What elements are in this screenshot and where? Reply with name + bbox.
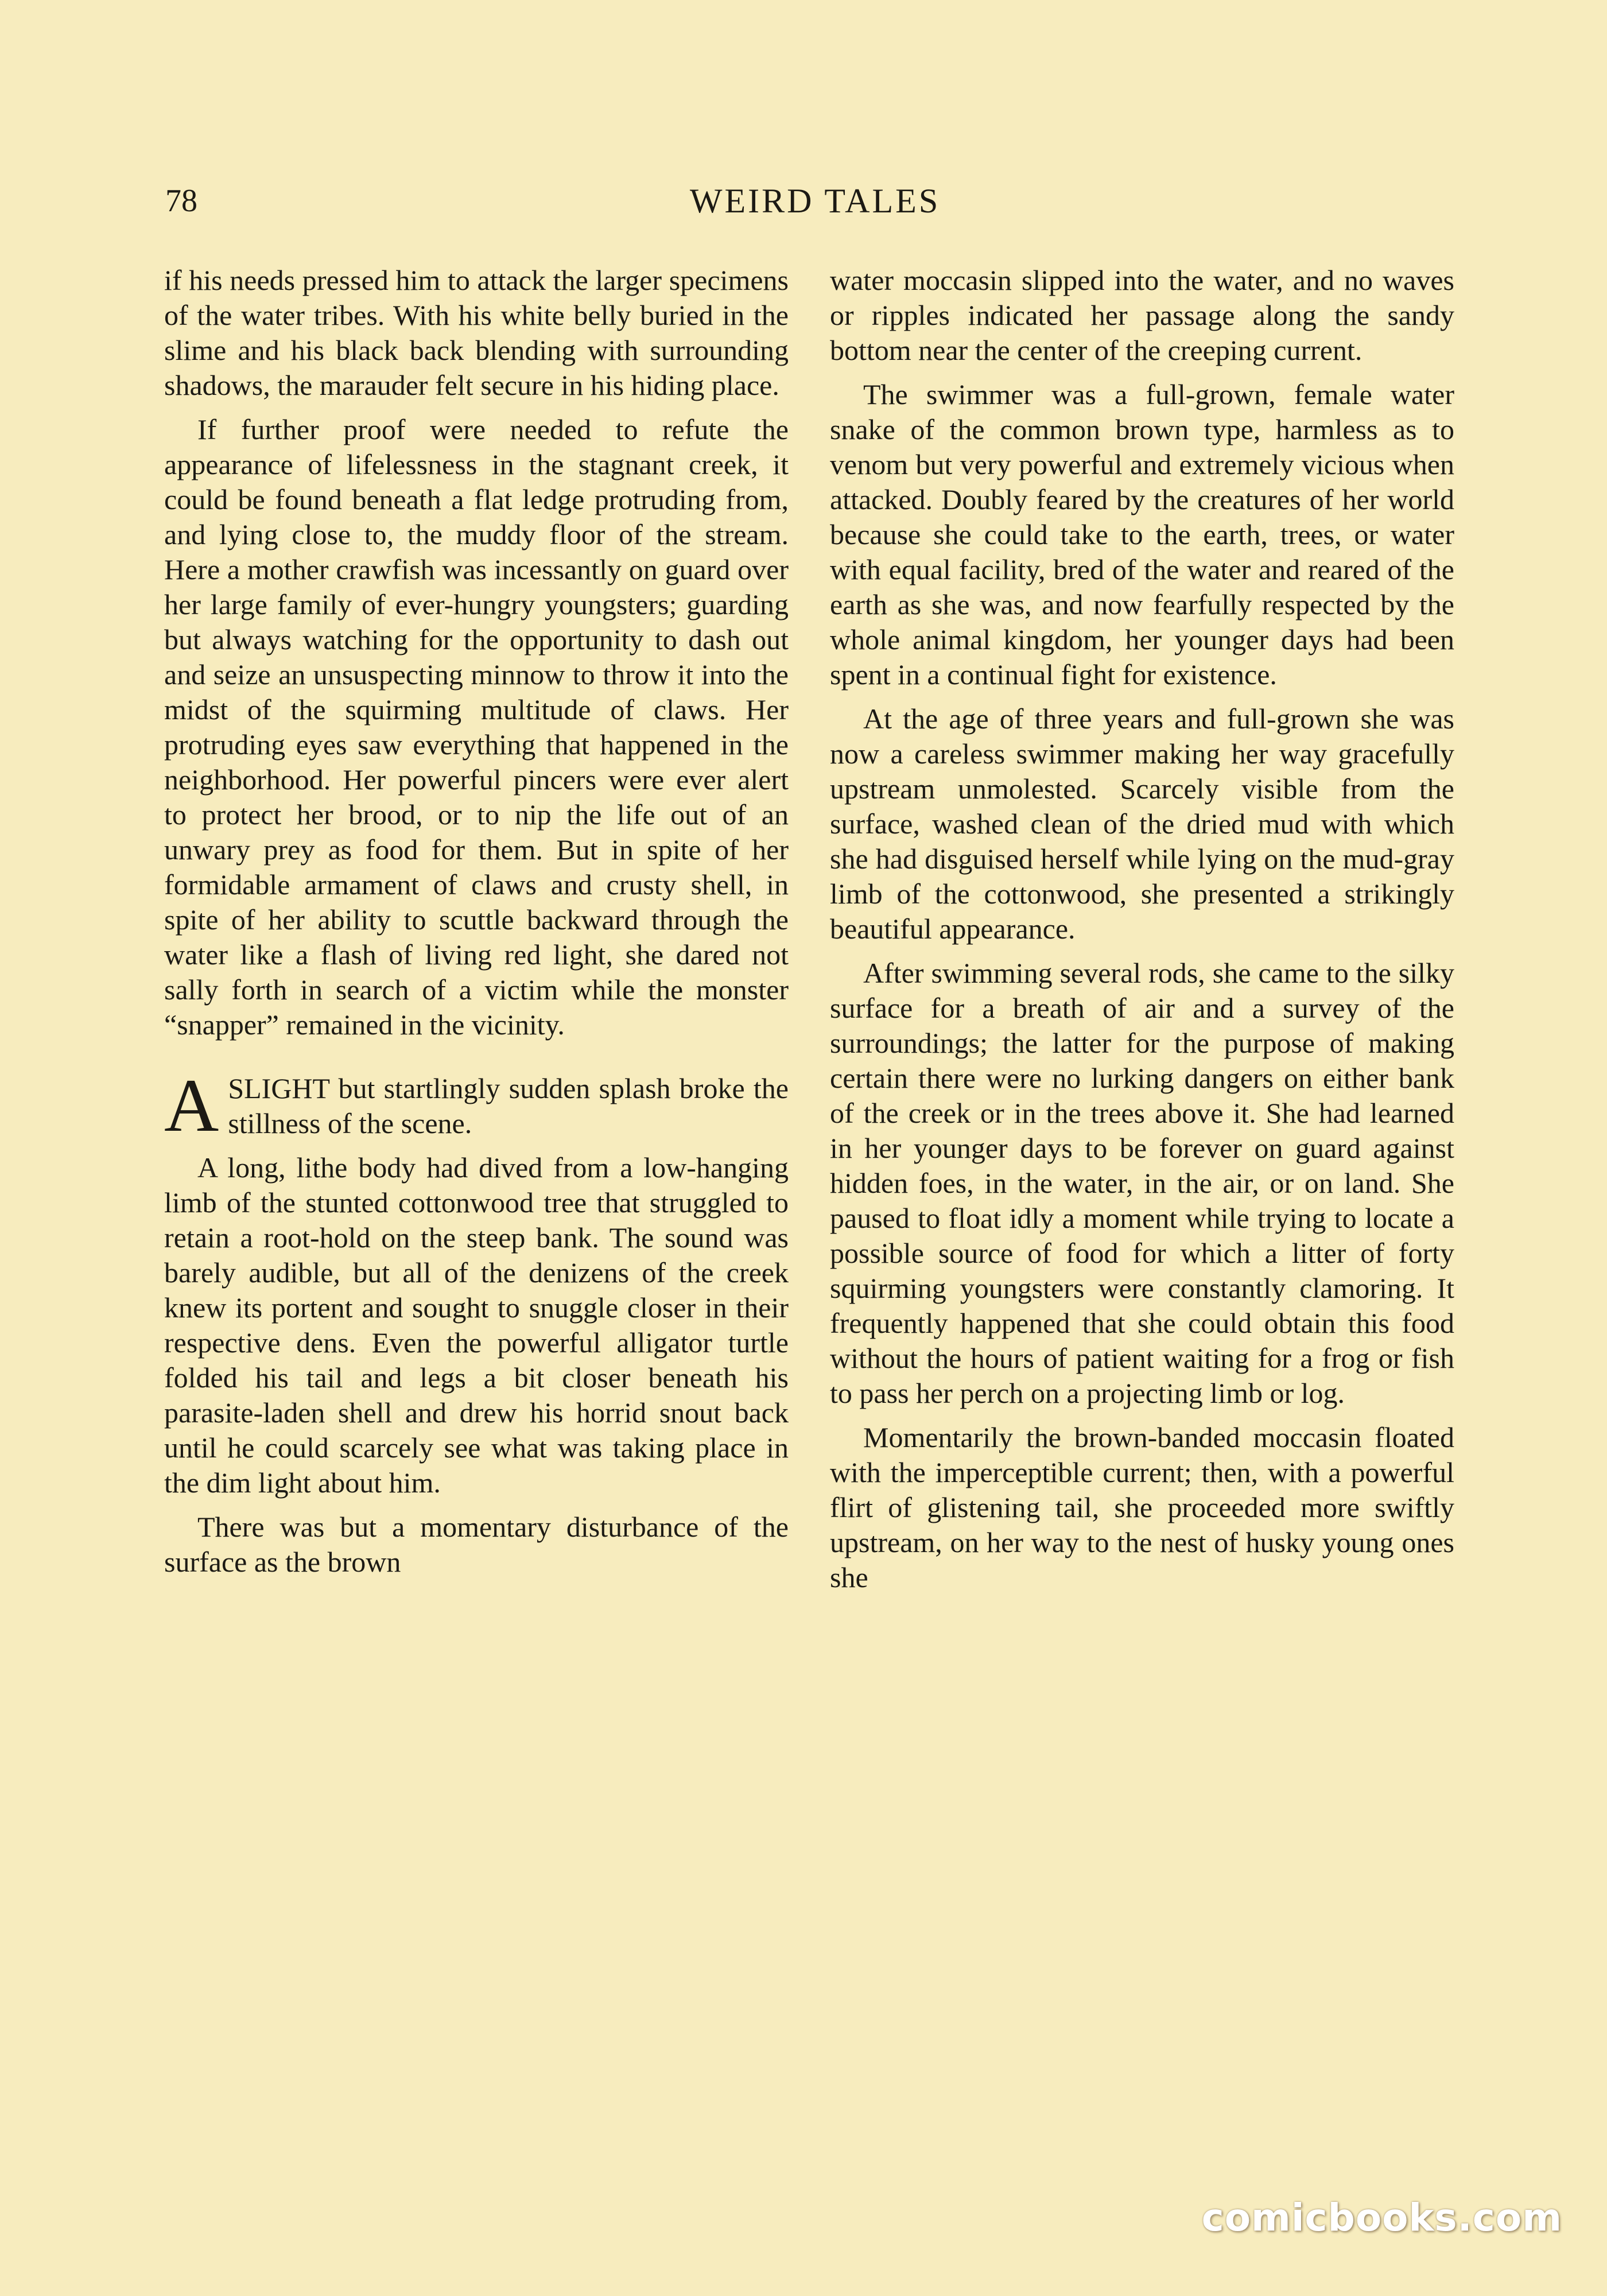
paragraph: Momentarily the brown-banded moccasin floated with the imperceptible current; then, with a powerful flirt of glistening tail, she proceeded more swiftly upstream, on her way to the nest of husky young ones she bbox=[830, 1421, 1454, 1593]
paragraph: The swimmer was a full-grown, female water snake of the common brown type, harmless as to venom but very powerful and extremely vicious when attacked. Doubly feared by the creatures of her world because she could take to the earth, trees, or water with equal facility, bred of the water and reared of the earth as she was, and now fearfully respected by the whole animal kingdom, her younger days had been spent in a continual fight for existence. bbox=[830, 378, 1454, 691]
paragraph: There was but a momentary disturbance of the surface as the brown bbox=[164, 1511, 789, 1578]
dropcap-paragraph bbox=[164, 1063, 789, 1147]
paragraph: At the age of three years and full-grown she was now a careless swimmer making her way gracefully upstream unmolested. Scarcely visible from the surface, washed clean of the dried mud with which she had disguised herself while lying on the mud-gray limb of the cottonwood, she presented a strikingly beautiful appearance. bbox=[830, 703, 1454, 945]
paragraph: If further proof were needed to refute the appearance of lifelessness in the stagnant creek, it could be found beneath a flat ledge protruding from, and lying close to, the muddy floor of the stream. Here a mother crawfish was incessantly on guard over her large family of ever-hungry youngsters; guarding but always watching for the opportunity to dash out and seize an unsuspecting minnow to throw it into the midst of the squirming multitude of claws. Her protruding eyes saw everything that happened in the neighborhood. Her powerful pincers were ever alert to protect her brood, or to nip the life out of an unwary prey as food for them. But in spite of her formidable armament of claws and crusty shell, in spite of her ability to scuttle backward through the water like a flash of living red light, she dared not sally forth in search of a victim while the monster “snapper” remained in the vicinity. bbox=[164, 413, 789, 1041]
left-column bbox=[164, 263, 789, 1589]
paragraph: if his needs pressed him to attack the larger specimens of the water tribes. With his white belly buried in the slime and his black back blending with surrounding shadows, the marauder felt secure in his hiding place. bbox=[164, 264, 789, 401]
paragraph: water moccasin slipped into the water, and no waves or ripples indicated her passage along the sandy bottom near the center of the creeping current. bbox=[830, 264, 1454, 366]
paragraph: A long, lithe body had dived from a low-hanging limb of the stunted cottonwood tree that struggled to retain a root-hold on the steep bank. The sound was barely audible, but all of the denizens of the creek knew its portent and sought to snuggle closer in their respective dens. Even the powerful alligator turtle folded his tail and legs a bit closer beneath his parasite-laden shell and drew his horrid snout back until he could scarcely see what was taking place in the dim light about him. bbox=[164, 1151, 789, 1499]
site-watermark: comicbooks.com bbox=[1201, 2196, 1562, 2240]
drop-cap: A bbox=[164, 1063, 219, 1147]
magazine-title: WEIRD TALES bbox=[689, 182, 941, 220]
dropcap-paragraph-text: SLIGHT but startlingly sudden splash broke the stillness of the scene. bbox=[228, 1072, 789, 1139]
paragraph: After swimming several rods, she came to the silky surface for a breath of air and a survey of the surroundings; the latter for the purpose of making certain there were no lurking dangers on either bank of the creek or in the trees above it. She had learned in her younger days to be forever on guard against hidden foes, in the water, in the air, or on land. She paused to float idly a moment while trying to locate a possible source of food for which a litter of forty squirming youngsters were constantly clamoring. It frequently happened that she could obtain this food without the hours of patient waiting for a frog or fish to pass her perch on a projecting limb or log. bbox=[830, 957, 1454, 1409]
section-break bbox=[164, 1052, 789, 1071]
right-column bbox=[830, 263, 1454, 1604]
page-number: 78 bbox=[165, 183, 197, 219]
